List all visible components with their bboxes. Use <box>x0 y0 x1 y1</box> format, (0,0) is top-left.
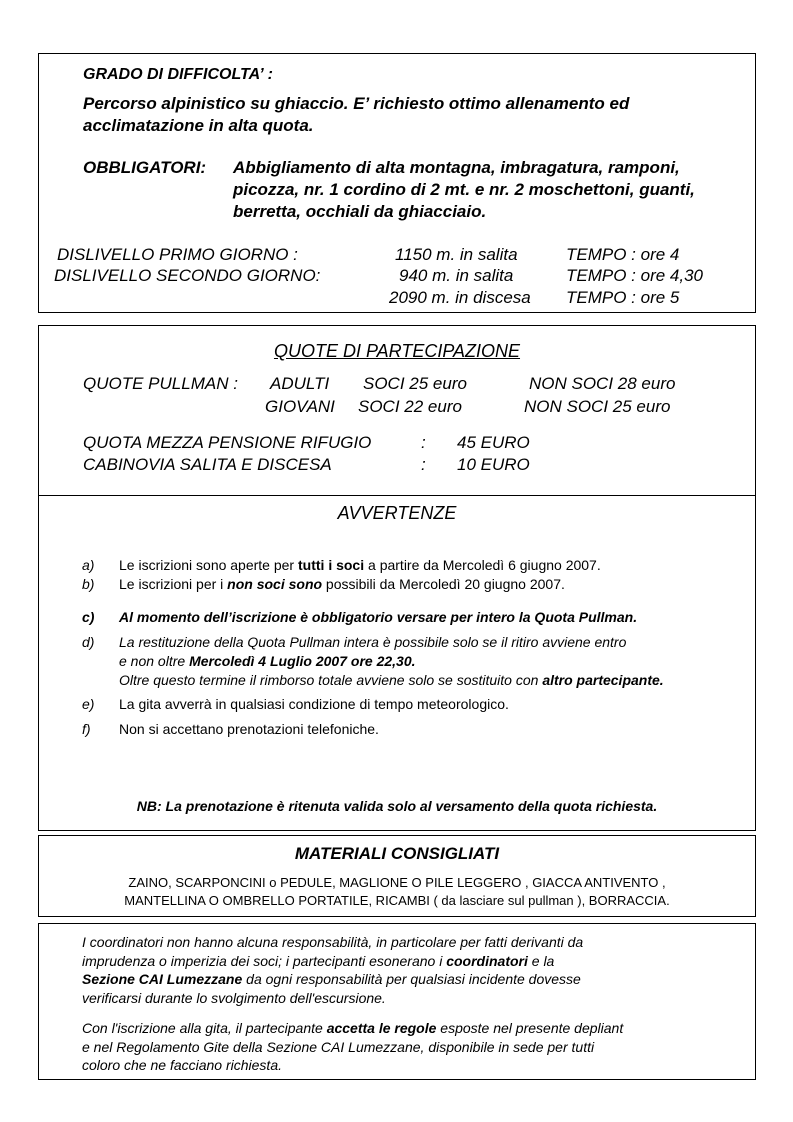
elevation-value-2: 940 m. in salita <box>399 266 514 285</box>
disclaimer-p1-line4: verificarsi durante lo svolgimento dell'escursione. <box>82 990 386 1006</box>
fees-warnings-box <box>38 325 756 831</box>
youth-label: GIOVANI <box>265 397 335 416</box>
disclaimer-p2-line2: e nel Regolamento Gite della Sezione CAI Lumezzane, disponibile in sede per tutti <box>82 1039 595 1055</box>
adults-member-fee: SOCI 25 euro <box>363 374 467 393</box>
item-d-line1: La restituzione della Quota Pullman intera è possibile solo se il ritiro avviene entro <box>119 634 627 650</box>
item-f-text: Non si accettano prenotazioni telefoniche. <box>119 721 379 737</box>
difficulty-heading: GRADO DI DIFFICOLTA’ : <box>83 66 273 83</box>
cable-car-label: CABINOVIA SALITA E DISCESA <box>83 455 332 474</box>
time-value-2: TEMPO : ore 4,30 <box>566 266 703 285</box>
elevation-value-1: 1150 m. in salita <box>395 245 518 264</box>
item-c-text: Al momento dell’iscrizione è obbligatorio versare per intero la Quota Pullman. <box>119 609 638 625</box>
half-board-sep: : <box>421 433 426 452</box>
section-divider <box>39 495 755 496</box>
elevation-label-1: DISLIVELLO PRIMO GIORNO : <box>57 245 298 264</box>
adults-label: ADULTI <box>270 374 330 393</box>
youth-member-fee: SOCI 22 euro <box>358 397 462 416</box>
half-board-fee: 45 EURO <box>457 433 530 452</box>
mandatory-line3: berretta, occhiali da ghiacciaio. <box>233 202 487 221</box>
materials-title: MATERIALI CONSIGLIATI <box>294 844 500 863</box>
item-d-line3: Oltre questo termine il rimborso totale avviene solo se sostituito con altro partecipante. <box>119 672 664 688</box>
difficulty-line2: acclimatazione in alta quota. <box>83 116 314 135</box>
mandatory-line2: picozza, nr. 1 cordino di 2 mt. e nr. 2 moschettoni, guanti, <box>233 180 695 199</box>
disclaimer-p2-line1: Con l'iscrizione alla gita, il partecipante accetta le regole esposte nel presente depliant <box>82 1020 624 1036</box>
cable-car-sep: : <box>421 455 426 474</box>
difficulty-line1: Percorso alpinistico su ghiaccio. E’ richiesto ottimo allenamento ed <box>83 94 630 113</box>
difficulty-box <box>38 53 756 313</box>
disclaimer-p1-line3: Sezione CAI Lumezzane da ogni responsabilità per qualsiasi incidente dovesse <box>82 971 581 987</box>
materials-box <box>38 835 756 917</box>
descent-value: 2090 m. in discesa <box>389 288 531 307</box>
fees-title: QUOTE DI PARTECIPAZIONE <box>273 341 521 361</box>
cable-car-fee: 10 EURO <box>457 455 530 474</box>
disclaimer-p1-line1: I coordinatori non hanno alcuna responsabilità, in particolare per fatti derivanti da <box>82 934 584 950</box>
youth-nonmember-fee: NON SOCI 25 euro <box>524 397 671 416</box>
elevation-label-2: DISLIVELLO SECONDO GIORNO: <box>54 266 321 285</box>
disclaimer-box <box>38 923 756 1080</box>
time-value-1: TEMPO : ore 4 <box>566 245 680 264</box>
item-e-text: La gita avverrà in qualsiasi condizione di tempo meteorologico. <box>119 696 509 712</box>
half-board-label: QUOTA MEZZA PENSIONE RIFUGIO <box>83 433 372 452</box>
disclaimer-p1-line2: imprudenza o imperizia dei soci; i partecipanti esonerano i coordinatori e la <box>82 953 555 969</box>
item-b-text: Le iscrizioni per i non soci sono possibili da Mercoledì 20 giugno 2007. <box>119 576 565 592</box>
item-e-letter: e) <box>82 696 95 712</box>
item-c-letter: c) <box>82 609 95 625</box>
materials-line2: MANTELLINA O OMBRELLO PORTATILE, RICAMBI ( da lasciare sul pullman ), BORRACCIA. <box>124 893 670 908</box>
adults-nonmember-fee: NON SOCI 28 euro <box>529 374 676 393</box>
item-d-letter: d) <box>82 634 95 650</box>
item-b-letter: b) <box>82 576 95 592</box>
warnings-title: AVVERTENZE <box>337 503 457 523</box>
materials-line1: ZAINO, SCARPONCINI o PEDULE, MAGLIONE O PILE LEGGERO , GIACCA ANTIVENTO , <box>128 875 666 890</box>
mandatory-label: OBBLIGATORI: <box>83 158 207 177</box>
item-a-letter: a) <box>82 557 95 573</box>
item-a-text: Le iscrizioni sono aperte per tutti i soci a partire da Mercoledì 6 giugno 2007. <box>119 557 601 573</box>
booking-note: NB: La prenotazione è ritenuta valida solo al versamento della quota richiesta. <box>136 798 658 814</box>
mandatory-line1: Abbigliamento di alta montagna, imbragatura, ramponi, <box>233 158 680 177</box>
disclaimer-p2-line3: coloro che ne facciano richiesta. <box>82 1057 282 1073</box>
item-f-letter: f) <box>82 721 91 737</box>
time-value-3: TEMPO : ore 5 <box>566 288 680 307</box>
bus-fee-label: QUOTE PULLMAN : <box>83 374 238 393</box>
item-d-line2: e non oltre Mercoledì 4 Luglio 2007 ore 22,30. <box>119 653 416 669</box>
